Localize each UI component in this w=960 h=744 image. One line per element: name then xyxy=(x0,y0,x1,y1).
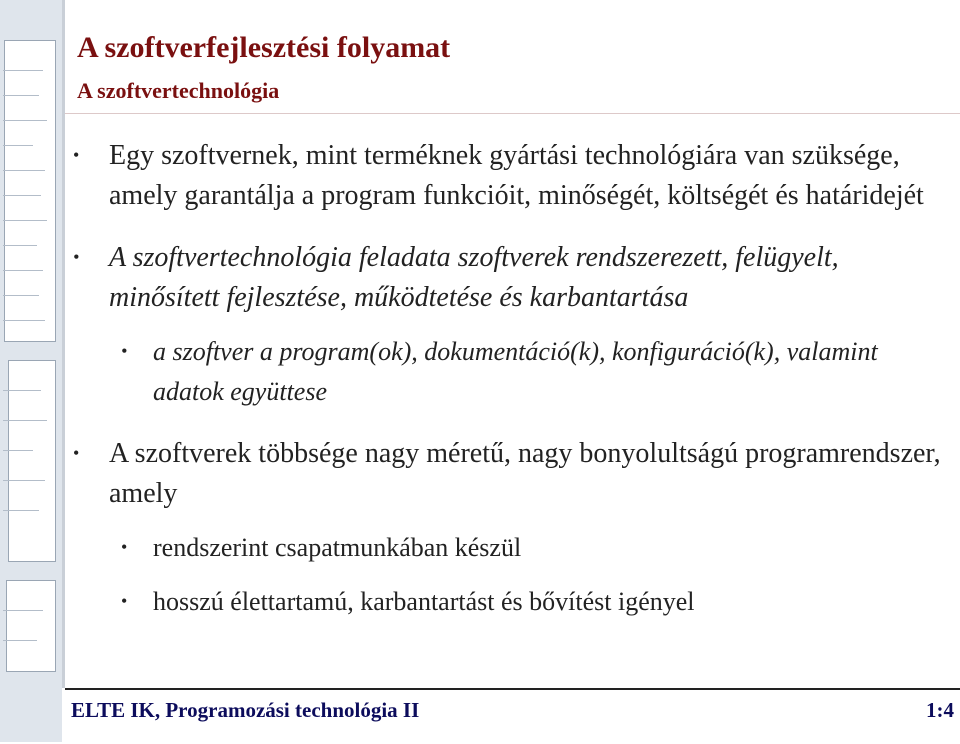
bullet-text: rendszerint csapatmunkában készül xyxy=(153,533,522,562)
bullet-icon: • xyxy=(121,591,128,611)
bullet-item xyxy=(65,238,950,318)
bullet-text: Egy szoftvernek, mint terméknek gyártási technológiára van szüksége, amely garantálja a program funkcióit, minőségét, költségét és határidejét xyxy=(109,140,924,211)
slide-title: A szoftverfejlesztési folyamat xyxy=(77,31,451,64)
sub-bullet-item xyxy=(65,528,950,568)
bullet-text: A szoftvertechnológia feladata szoftverek rendszerezett, felügyelt, minősített fejlesztése, működtetése és karbantartása xyxy=(109,242,839,313)
bullet-text: hosszú élettartamú, karbantartást és bővítést igényel xyxy=(153,587,695,616)
uml-box-3 xyxy=(6,580,56,672)
slide-footer xyxy=(65,688,960,744)
bullet-list xyxy=(65,136,950,622)
uml-box-1 xyxy=(4,40,56,342)
bullet-icon: • xyxy=(121,341,128,361)
sub-bullet-item xyxy=(65,332,950,412)
bullet-item xyxy=(65,434,950,514)
decorative-uml-strip xyxy=(0,0,62,742)
title-divider xyxy=(65,113,960,114)
bullet-text: a szoftver a program(ok), dokumentáció(k), konfiguráció(k), valamint adatok együttese xyxy=(153,337,878,406)
bullet-icon: • xyxy=(73,443,80,463)
bullet-icon: • xyxy=(73,247,80,267)
sub-bullet-item xyxy=(65,582,950,622)
bullet-item xyxy=(65,136,950,216)
bullet-icon: • xyxy=(73,145,80,165)
bullet-icon: • xyxy=(121,537,128,557)
bullet-text: A szoftverek többsége nagy méretű, nagy bonyolultságú programrendszer, amely xyxy=(109,438,941,509)
footer-course: ELTE IK, Programozási technológia II xyxy=(71,698,420,722)
slide-content xyxy=(65,0,960,688)
slide-subtitle: A szoftvertechnológia xyxy=(77,78,280,103)
footer-page-number: 1:4 xyxy=(926,698,954,722)
